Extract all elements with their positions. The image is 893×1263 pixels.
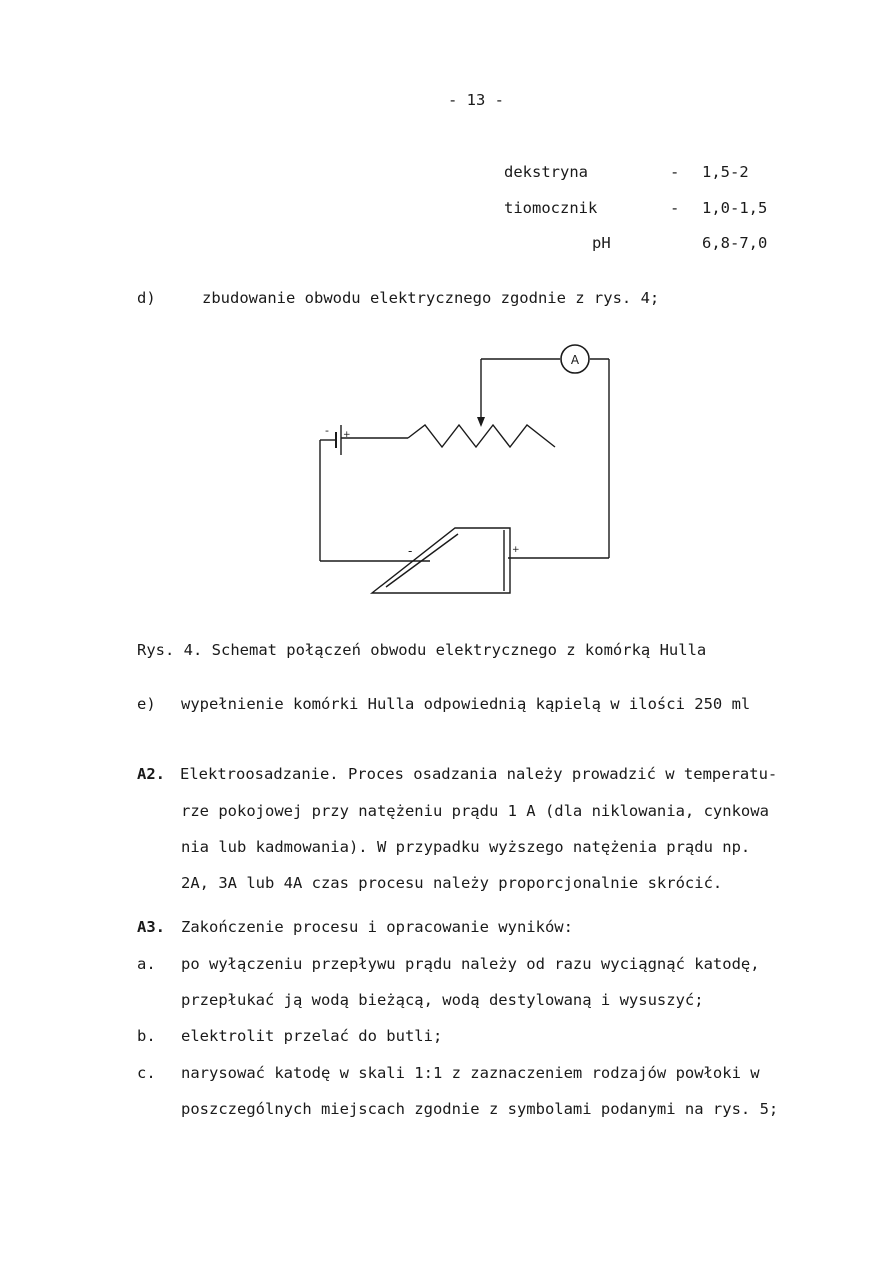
composition-name-2: pH — [592, 234, 611, 252]
page-number: - 13 - — [448, 91, 504, 109]
list-c-line-1: poszczególnych miejscach zgodnie z symbolami podanymi na rys. 5; — [181, 1100, 779, 1118]
a3-marker: A3. — [137, 918, 165, 936]
list-c-marker: c. — [137, 1064, 156, 1082]
ammeter-label: A — [570, 353, 580, 367]
step-d-marker: d) — [137, 289, 156, 307]
battery-minus: - — [325, 424, 329, 437]
composition-dash-1: - — [670, 199, 680, 217]
resistor — [408, 425, 555, 447]
a2-line-3: 2A, 3A lub 4A czas procesu należy proporcjonalnie skrócić. — [181, 874, 723, 892]
composition-value-2: 6,8-7,0 — [702, 234, 768, 252]
list-a-marker: a. — [137, 955, 156, 973]
composition-name-0: dekstryna — [504, 163, 588, 181]
cell-plus: + — [512, 545, 520, 555]
figure-caption: Rys. 4. Schemat połączeń obwodu elektrycznego z komórką Hulla — [137, 641, 707, 659]
list-c-line-0: narysować katodę w skali 1:1 z zaznaczeniem rodzajów powłoki w — [181, 1064, 760, 1082]
composition-name-1: tiomocznik — [504, 199, 598, 217]
circuit-diagram — [300, 335, 620, 600]
composition-dash-0: - — [670, 163, 680, 181]
cell-minus: - — [408, 544, 413, 558]
a2-line-0: Elektroosadzanie. Proces osadzania należy prowadzić w temperatu- — [180, 765, 778, 783]
a2-marker: A2. — [137, 765, 165, 783]
list-b-line-0: elektrolit przelać do butli; — [181, 1027, 443, 1045]
composition-value-0: 1,5-2 — [702, 163, 749, 181]
a2-line-2: nia lub kadmowania). W przypadku wyższego natężenia prądu np. — [181, 838, 751, 856]
list-a-line-1: przepłukać ją wodą bieżącą, wodą destylowaną i wysuszyć; — [181, 991, 704, 1009]
list-b-marker: b. — [137, 1027, 156, 1045]
list-a-line-0: po wyłączeniu przepływu prądu należy od razu wyciągnąć katodę, — [181, 955, 760, 973]
a3-text: Zakończenie procesu i opracowanie wyników: — [181, 918, 573, 936]
step-e-text: wypełnienie komórki Hulla odpowiednią kąpielą w ilości 250 ml — [181, 695, 751, 713]
composition-value-1: 1,0-1,5 — [702, 199, 768, 217]
step-d-text: zbudowanie obwodu elektrycznego zgodnie z rys. 4; — [202, 289, 660, 307]
battery-plus: + — [343, 430, 351, 440]
a2-line-1: rze pokojowej przy natężeniu prądu 1 A (dla niklowania, cynkowa — [181, 802, 769, 820]
wiper-arrow — [477, 417, 485, 427]
step-e-marker: e) — [137, 695, 156, 713]
